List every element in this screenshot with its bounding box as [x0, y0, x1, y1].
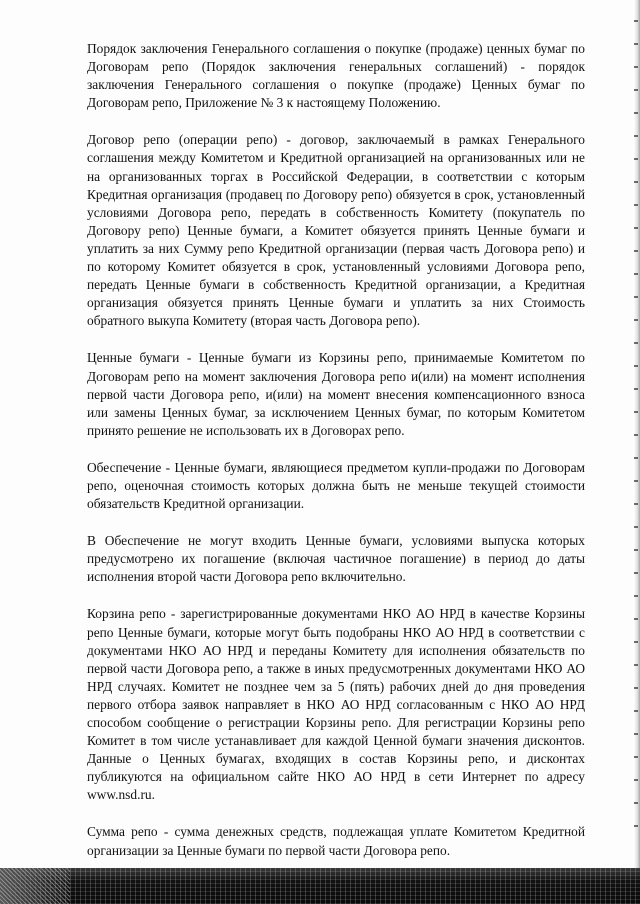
paragraph-securities: Ценные бумаги - Ценные бумаги из Корзины репо, принимаемые Комитетом по Договорам репо на момент заключения Договора репо и(или) на момент исполнения первой части Договора репо, и(или) на момент внесения компенсационного взноса или замены Ценных бумаг, за исключением Ценных бумаг, по которым Комитетом принято решение не использовать их в Договорах репо. — [87, 350, 585, 438]
paragraph-repo-amount: Сумма репо - сумма денежных средств, подлежащая уплате Комитетом Кредитной организации за Ценные бумаги по первой части Договора репо. — [87, 824, 585, 858]
paragraph-repo-contract: Договор репо (операции репо) - договор, заключаемый в рамках Генерального соглашения между Комитетом и Кредитной организацией на организованных или не на организованных торгах в Российской Федерации, в соответствии с которым Кредитная организация (продавец по Договору репо) обязуется в срок, установленный условиями Договора репо, передать в собственность Комитету (покупатель по Договору репо) Ценные бумаги, а Комитет обязуется принять Ценные бумаги и уплатить за них Сумму репо Кредитной организации (первая часть Договора репо) и по которому Комитет обязуется в срок, установленный условиями Договора репо, передать Ценные бумаги в собственность Кредитной организации, а Кредитная организация обязуется принять Ценные бумаги и уплатить за них Стоимость обратного выкупа Комитету (вторая часть Договора репо). — [87, 132, 585, 329]
paragraph-collateral: Обеспечение - Ценные бумаги, являющиеся предметом купли-продажи по Договорам репо, оценочная стоимость которых должна быть не меньше текущей стоимости обязательств Кредитной организации. — [87, 459, 585, 512]
document-body — [87, 40, 585, 879]
scan-bottom-dark-band — [0, 868, 640, 904]
paragraph-general-agreement-procedure: Порядок заключения Генерального соглашения о покупке (продаже) ценных бумаг по Договорам репо (Порядок заключения генеральных соглашений) - порядок заключения Генерального соглашения о покупке (продаже) Ценных бумаг по Договорам репо, Приложение № 3 к настоящему Положению. — [87, 41, 585, 111]
paragraph-repo-basket: Корзина репо - зарегистрированные документами НКО АО НРД в качестве Корзины репо Ценные бумаги, которые могут быть подобраны НКО АО НРД в соответствии с документами НКО АО НРД и переданы Комитету для исполнения обязательств по первой части Договора репо, а также в иных предусмотренных документами НКО АО НРД случаях. Комитет не позднее чем за 5 (пять) рабочих дней до дня проведения первого отбора заявок направляет в НКО АО НРД согласованным с НКО АО НРД способом сообщение о регистрации Корзины репо. Для регистрации Корзины репо Комитет в том числе устанавливает для каждой Ценной бумаги значения дисконтов. Данные о Ценных бумагах, входящих в состав Корзины репо, и дисконтах публикуются на официальном сайте НКО АО НРД в сети Интернет по адресу www.nsd.ru. — [87, 606, 585, 803]
scan-right-edge-noise — [634, 20, 638, 840]
scan-bottom-left-noise — [0, 868, 70, 904]
paragraph-collateral-exclusion: В Обеспечение не могут входить Ценные бумаги, условиями выпуска которых предусмотрено их погашение (включая частичное погашение) в период до даты исполнения второй части Договора репо включительно. — [87, 533, 585, 585]
